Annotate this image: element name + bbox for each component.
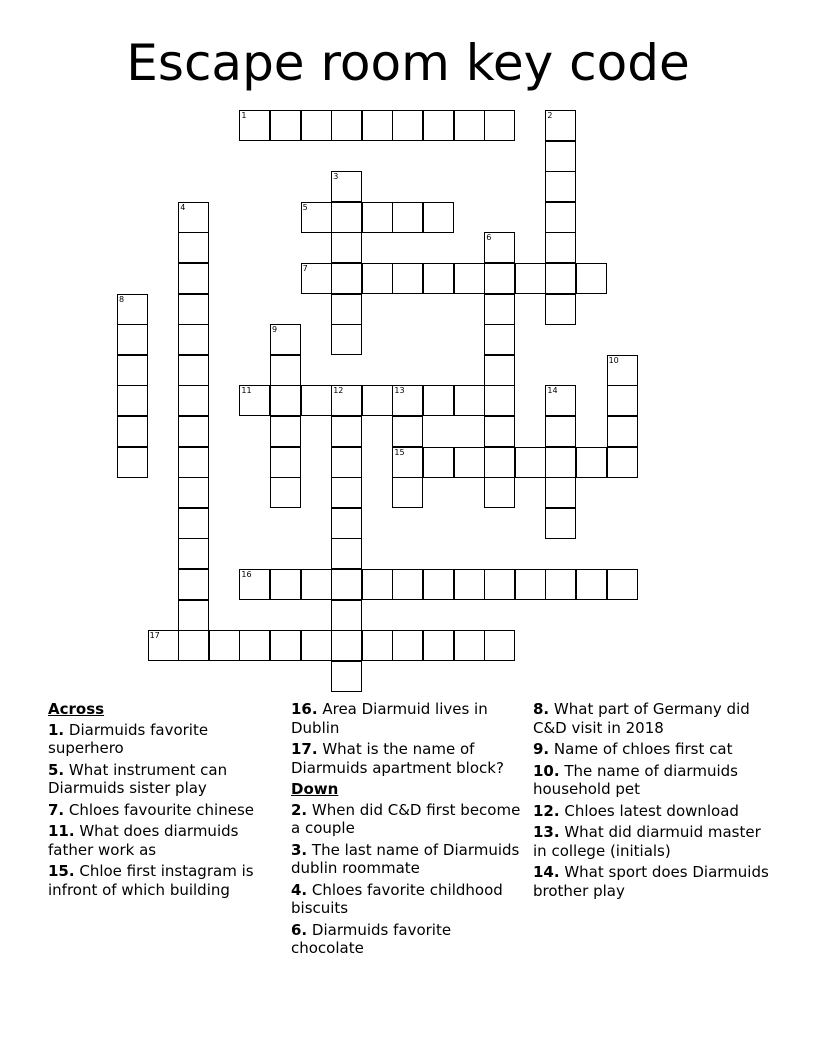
clue-item xyxy=(48,721,280,758)
crossword-cell[interactable] xyxy=(178,385,209,416)
crossword-cell[interactable] xyxy=(392,630,423,661)
clue-item xyxy=(291,740,527,777)
crossword-cell[interactable] xyxy=(331,171,362,202)
clue-item-text: Chloe first instagram is infront of which building xyxy=(48,862,254,899)
clue-item-text: What part of Germany did C&D visit in 2018 xyxy=(533,700,750,737)
clue-number: 4 xyxy=(180,202,186,212)
crossword-cell[interactable] xyxy=(239,630,270,661)
crossword-cell[interactable] xyxy=(178,355,209,386)
clue-item-number: 17. xyxy=(291,740,318,758)
crossword-cell[interactable] xyxy=(545,385,576,416)
crossword-cell[interactable] xyxy=(239,110,270,141)
crossword-cell[interactable] xyxy=(423,630,454,661)
clue-item xyxy=(48,801,280,820)
crossword-cell[interactable] xyxy=(178,202,209,233)
crossword-cell[interactable] xyxy=(362,569,393,600)
crossword-cell[interactable] xyxy=(117,355,148,386)
crossword-cell[interactable] xyxy=(484,355,515,386)
clue-item xyxy=(533,700,773,737)
crossword-cell[interactable] xyxy=(484,569,515,600)
crossword-cell[interactable] xyxy=(239,569,270,600)
clue-item-text: What instrument can Diarmuids sister play xyxy=(48,760,228,797)
clue-number: 15 xyxy=(394,447,405,457)
clue-item-text: Chloes latest download xyxy=(559,801,739,820)
crossword-cell[interactable] xyxy=(423,202,454,233)
crossword-cell[interactable] xyxy=(454,447,485,478)
clue-item-number: 3. xyxy=(291,840,308,859)
crossword-cell[interactable] xyxy=(331,202,362,233)
crossword-cell[interactable] xyxy=(607,355,638,386)
crossword-cell[interactable] xyxy=(362,385,393,416)
crossword-cell[interactable] xyxy=(331,447,362,478)
clue-item-text: The last name of Diarmuids dublin roommate xyxy=(291,840,520,877)
clue-number: 8 xyxy=(119,294,125,304)
crossword-cell[interactable] xyxy=(270,447,301,478)
clue-item-text: Name of chloes first cat xyxy=(549,740,733,758)
crossword-cell[interactable] xyxy=(331,477,362,508)
crossword-cell[interactable] xyxy=(301,263,332,294)
crossword-cell[interactable] xyxy=(515,569,546,600)
crossword-cell[interactable] xyxy=(576,569,607,600)
clue-item-number: 8. xyxy=(533,700,550,718)
crossword-cell[interactable] xyxy=(576,447,607,478)
crossword-cell[interactable] xyxy=(331,661,362,692)
clue-item-text: What does diarmuids father work as xyxy=(48,822,239,859)
crossword-cell[interactable] xyxy=(484,263,515,294)
crossword-cell[interactable] xyxy=(392,110,423,141)
crossword-cell[interactable] xyxy=(484,447,515,478)
clue-item-number: 1. xyxy=(48,720,65,739)
clues-column-2 xyxy=(291,700,527,961)
crossword-cell[interactable] xyxy=(270,355,301,386)
clue-number: 6 xyxy=(486,233,492,243)
crossword-cell[interactable] xyxy=(545,202,576,233)
crossword-cell[interactable] xyxy=(301,385,332,416)
clue-item xyxy=(48,862,280,899)
crossword-cell[interactable] xyxy=(484,324,515,355)
crossword-cell[interactable] xyxy=(117,447,148,478)
clue-item xyxy=(533,823,773,860)
crossword-cell[interactable] xyxy=(392,477,423,508)
crossword-cell[interactable] xyxy=(178,538,209,569)
crossword-cell[interactable] xyxy=(484,416,515,447)
crossword-cell[interactable] xyxy=(454,569,485,600)
down-heading: Down xyxy=(291,780,339,798)
crossword-cell[interactable] xyxy=(362,110,393,141)
crossword-cell[interactable] xyxy=(423,447,454,478)
clue-item-number: 5. xyxy=(48,760,65,779)
clue-item-number: 10. xyxy=(533,761,560,780)
clue-item xyxy=(291,700,527,737)
crossword-cell[interactable] xyxy=(484,630,515,661)
crossword-cell[interactable] xyxy=(331,508,362,539)
crossword-cell[interactable] xyxy=(178,294,209,325)
crossword-cell[interactable] xyxy=(331,110,362,141)
crossword-cell[interactable] xyxy=(484,110,515,141)
crossword-cell[interactable] xyxy=(392,447,423,478)
crossword-cell[interactable] xyxy=(454,263,485,294)
crossword-cell[interactable] xyxy=(270,416,301,447)
crossword-cell[interactable] xyxy=(423,569,454,600)
clue-number: 2 xyxy=(547,111,553,120)
crossword-cell[interactable] xyxy=(484,477,515,508)
clue-item-text: Chloes favourite chinese xyxy=(64,800,254,819)
clue-item xyxy=(533,740,773,759)
clue-item xyxy=(48,761,280,798)
crossword-cell[interactable] xyxy=(178,416,209,447)
clue-item-number: 11. xyxy=(48,822,75,840)
crossword-cell[interactable] xyxy=(270,569,301,600)
crossword-cell[interactable] xyxy=(270,477,301,508)
clue-number: 7 xyxy=(302,264,308,273)
crossword-cell[interactable] xyxy=(270,324,301,355)
crossword-cell[interactable] xyxy=(423,263,454,294)
crossword-cell[interactable] xyxy=(545,447,576,478)
crossword-cell[interactable] xyxy=(331,416,362,447)
crossword-cell[interactable] xyxy=(331,538,362,569)
clue-item-number: 7. xyxy=(48,800,65,819)
clue-item-text: When did C&D first become a couple xyxy=(291,800,521,837)
crossword-cell[interactable] xyxy=(301,110,332,141)
crossword-cell[interactable] xyxy=(331,600,362,631)
crossword-cell[interactable] xyxy=(392,416,423,447)
crossword-cell[interactable] xyxy=(178,232,209,263)
clue-item-number: 2. xyxy=(291,800,308,819)
crossword-cell[interactable] xyxy=(178,477,209,508)
crossword-cell[interactable] xyxy=(117,324,148,355)
clue-item-text: What did diarmuid master in college (initials) xyxy=(533,823,761,860)
crossword-cell[interactable] xyxy=(209,630,240,661)
clue-item xyxy=(48,822,280,859)
crossword-cell[interactable] xyxy=(545,171,576,202)
crossword-cell[interactable] xyxy=(576,263,607,294)
crossword-cell[interactable] xyxy=(545,477,576,508)
clue-number: 16 xyxy=(241,570,252,579)
crossword-cell[interactable] xyxy=(362,630,393,661)
crossword-cell[interactable] xyxy=(607,385,638,416)
clue-item-number: 14. xyxy=(533,863,560,881)
crossword-cell[interactable] xyxy=(178,569,209,600)
crossword-cell[interactable] xyxy=(178,447,209,478)
clue-item-text: Diarmuids favorite chocolate xyxy=(291,920,452,957)
crossword-cell[interactable] xyxy=(484,385,515,416)
crossword-cell[interactable] xyxy=(178,324,209,355)
clue-item xyxy=(533,762,773,799)
clue-number: 10 xyxy=(608,355,619,365)
clue-number: 14 xyxy=(547,386,558,396)
clue-number: 17 xyxy=(149,631,160,641)
crossword-cell[interactable] xyxy=(331,569,362,600)
crossword-cell[interactable] xyxy=(239,385,270,416)
clue-item-number: 16. xyxy=(291,700,318,718)
clue-number: 12 xyxy=(333,386,344,396)
crossword-cell[interactable] xyxy=(117,294,148,325)
crossword-cell[interactable] xyxy=(545,141,576,172)
crossword-cell[interactable] xyxy=(454,630,485,661)
across-heading: Across xyxy=(48,700,105,718)
crossword-cell[interactable] xyxy=(484,232,515,263)
crossword-cell[interactable] xyxy=(117,385,148,416)
clue-number: 3 xyxy=(333,172,339,182)
clue-item xyxy=(291,921,527,958)
crossword-cell[interactable] xyxy=(331,232,362,263)
clue-item-number: 12. xyxy=(533,801,560,820)
crossword-cell[interactable] xyxy=(362,202,393,233)
clue-number: 1 xyxy=(241,111,247,120)
crossword-cell[interactable] xyxy=(178,263,209,294)
crossword-cell[interactable] xyxy=(270,110,301,141)
crossword-cell[interactable] xyxy=(331,630,362,661)
crossword-cell[interactable] xyxy=(270,630,301,661)
crossword-cell[interactable] xyxy=(301,202,332,233)
crossword-cell[interactable] xyxy=(515,263,546,294)
crossword-cell[interactable] xyxy=(545,569,576,600)
clue-item-number: 15. xyxy=(48,862,75,880)
clue-item-text: The name of diarmuids household pet xyxy=(533,761,738,798)
crossword-cell[interactable] xyxy=(331,263,362,294)
clues-column-3 xyxy=(533,700,773,903)
crossword-cell[interactable] xyxy=(545,232,576,263)
crossword-cell[interactable] xyxy=(545,508,576,539)
crossword-cell[interactable] xyxy=(178,508,209,539)
clue-item xyxy=(291,881,527,918)
crossword-cell[interactable] xyxy=(270,385,301,416)
crossword-cell[interactable] xyxy=(607,569,638,600)
crossword-cell[interactable] xyxy=(331,385,362,416)
crossword-cell[interactable] xyxy=(423,385,454,416)
clue-number: 11 xyxy=(241,386,252,396)
crossword-cell[interactable] xyxy=(545,110,576,141)
crossword-cell[interactable] xyxy=(454,385,485,416)
clues-column-1 xyxy=(48,700,280,902)
crossword-cell[interactable] xyxy=(392,569,423,600)
clue-item-text: Diarmuids favorite superhero xyxy=(48,720,209,757)
crossword-cell[interactable] xyxy=(515,447,546,478)
crossword-cell[interactable] xyxy=(545,263,576,294)
clue-item-text: Chloes favorite childhood biscuits xyxy=(291,880,503,917)
crossword-cell[interactable] xyxy=(301,569,332,600)
crossword-cell[interactable] xyxy=(148,630,179,661)
crossword-cell[interactable] xyxy=(178,630,209,661)
clue-item xyxy=(291,841,527,878)
crossword-cell[interactable] xyxy=(117,416,148,447)
crossword-cell[interactable] xyxy=(607,416,638,447)
clue-item xyxy=(533,863,773,900)
crossword-cell[interactable] xyxy=(301,630,332,661)
clue-item-text: Area Diarmuid lives in Dublin xyxy=(291,700,488,737)
clue-item-number: 9. xyxy=(533,740,550,758)
crossword-cell[interactable] xyxy=(362,263,393,294)
crossword-cell[interactable] xyxy=(392,202,423,233)
crossword-cell[interactable] xyxy=(545,294,576,325)
clue-item-text: What is the name of Diarmuids apartment block? xyxy=(291,740,504,777)
crossword-cell[interactable] xyxy=(392,263,423,294)
clue-item-number: 4. xyxy=(291,880,308,899)
clue-item-number: 13. xyxy=(533,823,560,841)
crossword-cell[interactable] xyxy=(423,110,454,141)
crossword-cell[interactable] xyxy=(331,294,362,325)
clue-item-number: 6. xyxy=(291,920,308,939)
crossword-cell[interactable] xyxy=(331,324,362,355)
clue-number: 9 xyxy=(272,325,278,335)
clue-item xyxy=(533,802,773,821)
page-title: Escape room key code xyxy=(126,34,690,92)
clue-number: 5 xyxy=(302,202,308,212)
crossword-cell[interactable] xyxy=(392,385,423,416)
crossword-cell[interactable] xyxy=(178,600,209,631)
clue-item-text: What sport does Diarmuids brother play xyxy=(533,863,769,900)
clue-item xyxy=(291,801,527,838)
crossword-cell[interactable] xyxy=(484,294,515,325)
clue-number: 13 xyxy=(394,386,405,396)
crossword-cell[interactable] xyxy=(607,447,638,478)
crossword-cell[interactable] xyxy=(545,416,576,447)
crossword-cell[interactable] xyxy=(454,110,485,141)
